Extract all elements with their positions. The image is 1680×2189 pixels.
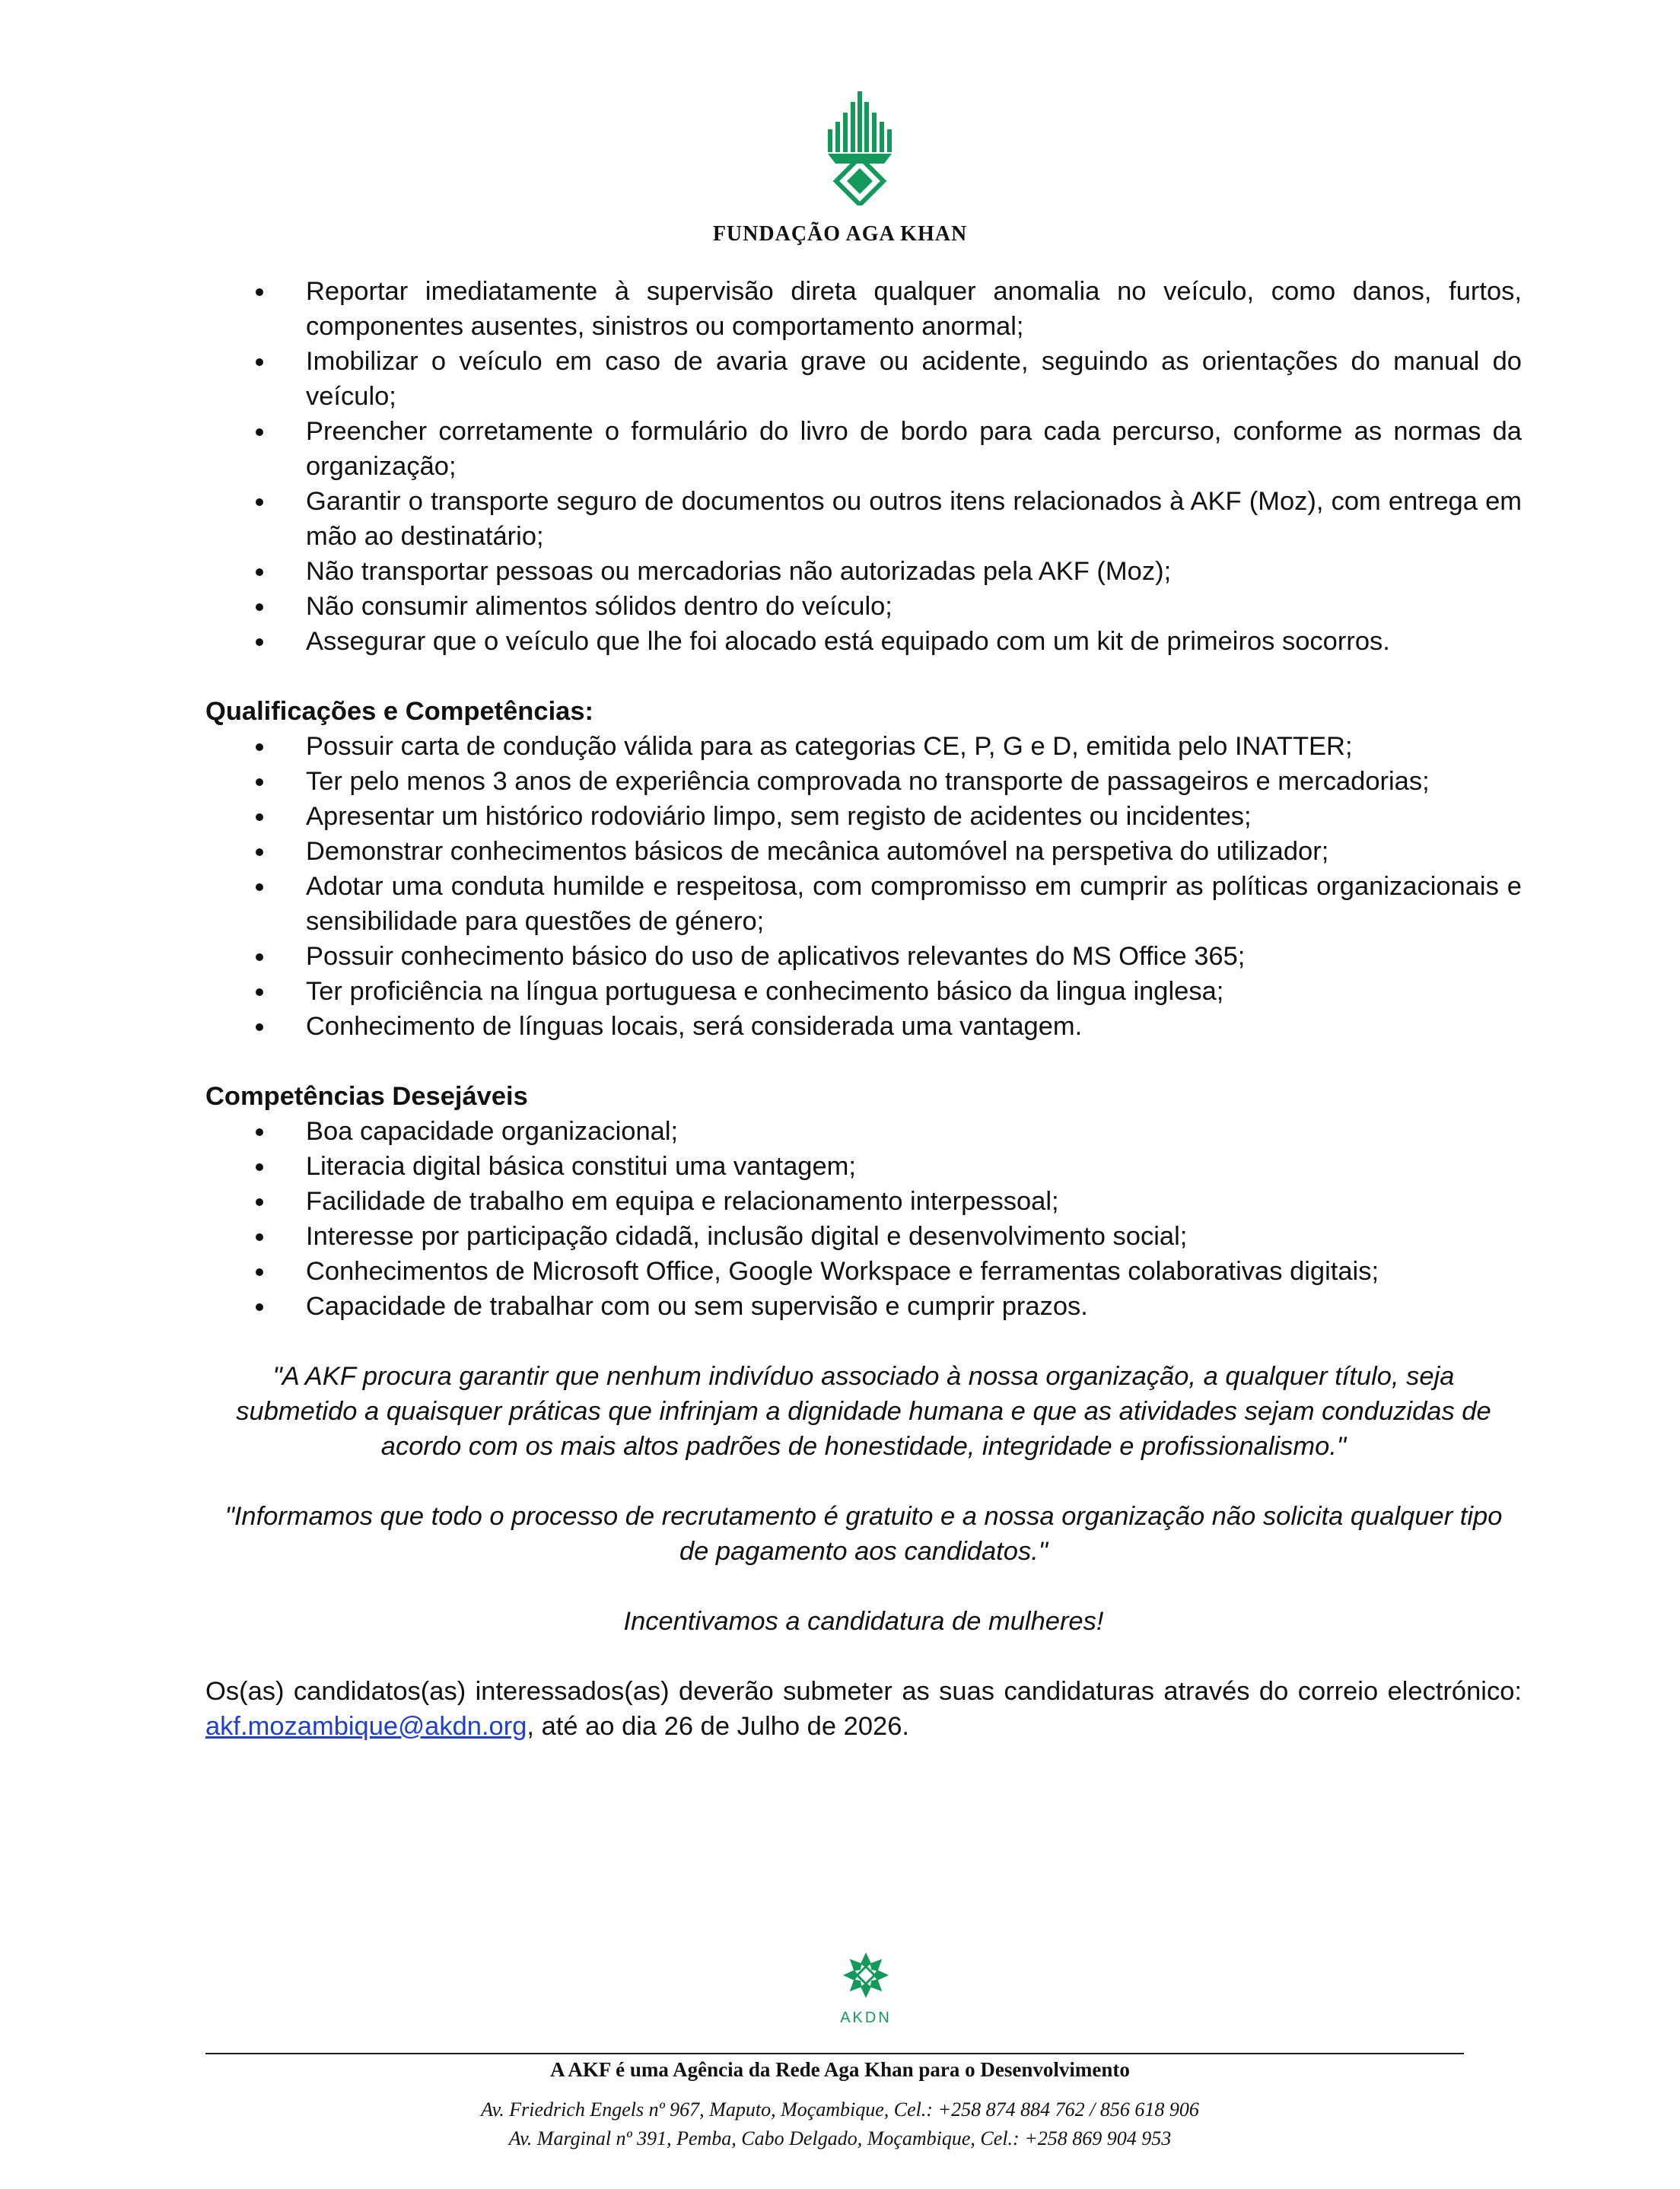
list-item: Literacia digital básica constitui uma vantagem; [205, 1149, 1522, 1184]
bullet-icon [256, 1268, 263, 1276]
bullet-icon [256, 813, 263, 821]
svg-text:AKDN: AKDN [840, 2009, 892, 2026]
list-item: Possuir carta de condução válida para as categorias CE, P, G e D, emitida pelo INATTER; [205, 729, 1522, 764]
bullet-icon [256, 358, 263, 366]
bullet-icon [256, 428, 263, 436]
duties-list [205, 274, 1522, 659]
bullet-icon [256, 953, 263, 961]
list-item: Preencher corretamente o formulário do livro de bordo para cada percurso, conforme as normas da organização; [205, 414, 1522, 484]
list-item: Capacidade de trabalhar com ou sem supervisão e cumprir prazos. [205, 1289, 1522, 1324]
list-item: Facilidade de trabalho em equipa e relacionamento interpessoal; [205, 1184, 1522, 1219]
bullet-icon [256, 988, 263, 996]
list-item: Demonstrar conhecimentos básicos de mecânica automóvel na perspetiva do utilizador; [205, 834, 1522, 869]
list-item: Ter pelo menos 3 anos de experiência comprovada no transporte de passageiros e mercadorias; [205, 764, 1522, 799]
list-item: Possuir conhecimento básico do uso de aplicativos relevantes do MS Office 365; [205, 939, 1522, 974]
list-item: Boa capacidade organizacional; [205, 1114, 1522, 1149]
application-instructions: Os(as) candidatos(as) interessados(as) deverão submeter as suas candidaturas através do correio electrónico: akf.mozambique@akdn.org, até ao dia 26 de Julho de 2026. [205, 1677, 1522, 1741]
list-item: Conhecimentos de Microsoft Office, Google Workspace e ferramentas colaborativas digitais; [205, 1254, 1522, 1289]
qualifications-list [205, 729, 1522, 1044]
footer-address-maputo: Av. Friedrich Engels nº 967, Maputo, Moçambique, Cel.: +258 874 884 762 / 856 618 906 [481, 2098, 1199, 2121]
footer-agency-line: A AKF é uma Agência da Rede Aga Khan para o Desenvolvimento [550, 2058, 1130, 2081]
bullet-icon [256, 1128, 263, 1136]
bullet-icon [256, 743, 263, 751]
bullet-icon [256, 603, 263, 611]
list-item: Assegurar que o veículo que lhe foi alocado está equipado com um kit de primeiros socorros. [205, 624, 1522, 659]
bullet-icon [256, 568, 263, 576]
bullet-icon [256, 1233, 263, 1241]
list-item: Não transportar pessoas ou mercadorias não autorizadas pela AKF (Moz); [205, 554, 1522, 589]
list-item: Reportar imediatamente à supervisão direta qualquer anomalia no veículo, como danos, furtos, componentes ausentes, sinistros ou comportamento anormal; [205, 274, 1522, 344]
footer-divider [205, 2053, 1464, 2054]
dignity-statement: "A AKF procura garantir que nenhum indivíduo associado à nossa organização, a qualquer título, seja submetido a quaisquer práticas que infrinjam a dignidade humana e que as atividades sejam conduzidas de acordo com os mais altos padrões de honestidade, integridade e profissionalismo." [236, 1362, 1491, 1461]
email-link[interactable]: akf.mozambique@akdn.org [205, 1712, 527, 1741]
desirable-skills-list [205, 1114, 1522, 1324]
list-item: Imobilizar o veículo em caso de avaria grave ou acidente, seguindo as orientações do manual do veículo; [205, 344, 1522, 414]
bullet-icon [256, 883, 263, 891]
bullet-icon [256, 1198, 263, 1206]
list-item: Conhecimento de línguas locais, será considerada uma vantagem. [205, 1009, 1522, 1044]
bullet-icon [256, 778, 263, 786]
bullet-icon [256, 1163, 263, 1171]
footer-address-pemba: Av. Marginal nº 391, Pemba, Cabo Delgado, Moçambique, Cel.: +258 869 904 953 [508, 2127, 1172, 2149]
organization-name: FUNDAÇÃO AGA KHAN [712, 222, 968, 246]
bullet-icon [256, 1303, 263, 1311]
bullet-icon [256, 1023, 263, 1031]
akdn-logo-icon [831, 1948, 901, 2027]
list-item: Ter proficiência na língua portuguesa e conhecimento básico da lingua inglesa; [205, 974, 1522, 1009]
list-item: Não consumir alimentos sólidos dentro do veículo; [205, 589, 1522, 624]
bullet-icon [256, 848, 263, 856]
aga-khan-foundation-logo-icon [822, 91, 898, 205]
list-item: Interesse por participação cidadã, inclusão digital e desenvolvimento social; [205, 1219, 1522, 1254]
list-item: Adotar uma conduta humilde e respeitosa, com compromisso em cumprir as políticas organizacionais e sensibilidade para questões de género; [205, 869, 1522, 939]
main-content [205, 274, 1522, 1744]
desirable-skills-heading: Competências Desejáveis [205, 1082, 528, 1111]
list-item: Apresentar um histórico rodoviário limpo, sem registo de acidentes ou incidentes; [205, 799, 1522, 834]
women-encouraged-statement: Incentivamos a candidatura de mulheres! [623, 1607, 1104, 1636]
bullet-icon [256, 638, 263, 646]
list-item: Garantir o transporte seguro de documentos ou outros itens relacionados à AKF (Moz), com entrega em mão ao destinatário; [205, 484, 1522, 554]
free-recruitment-statement: "Informamos que todo o processo de recrutamento é gratuito e a nossa organização não solicita qualquer tipo de pagamento aos candidatos." [224, 1502, 1503, 1566]
bullet-icon [256, 498, 263, 506]
qualifications-heading: Qualificações e Competências: [205, 697, 594, 726]
bullet-icon [256, 288, 263, 296]
